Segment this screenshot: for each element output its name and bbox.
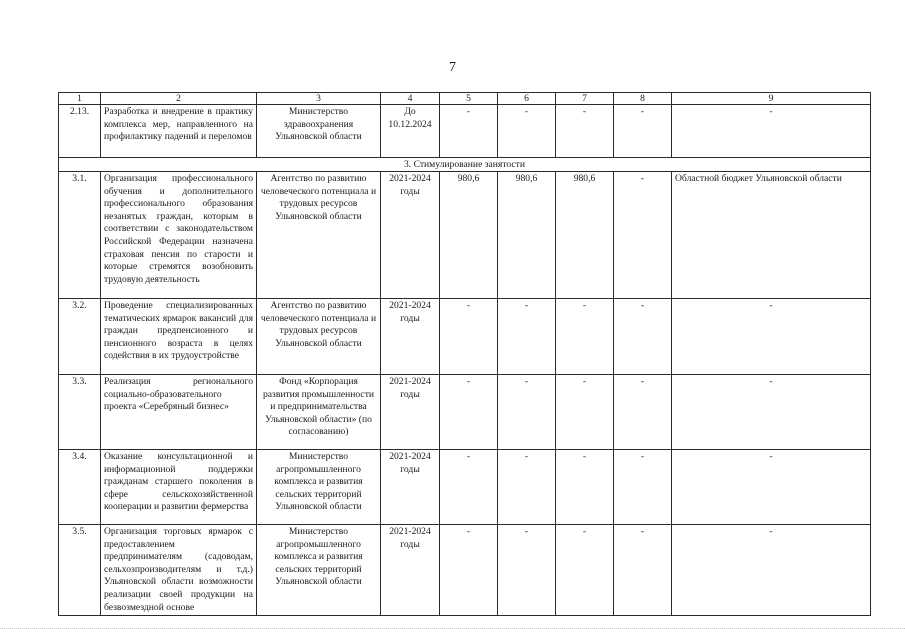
value-col-5: -	[440, 375, 498, 450]
value-col-7: -	[556, 375, 614, 450]
row-number: 2.13.	[59, 105, 101, 158]
value-col-8: -	[614, 525, 672, 616]
row-number: 3.1.	[59, 172, 101, 299]
term: 2021-2024 годы	[381, 450, 440, 525]
value-col-6: -	[498, 525, 556, 616]
header-cell-5: 5	[440, 93, 498, 105]
table-row	[59, 172, 871, 299]
activity-name: Оказание консультационной и информационной поддержки гражданам старшего поколения в сфере сельскохозяйственной кооперации и развитии фермерства	[101, 450, 257, 525]
table-row	[59, 525, 871, 616]
value-col-6: -	[498, 299, 556, 375]
value-col-8: -	[614, 375, 672, 450]
table-row	[59, 105, 871, 158]
executor: Министерство агропромышленного комплекса и развития сельских территорий Ульяновской области	[257, 525, 381, 616]
header-cell-8: 8	[614, 93, 672, 105]
executor: Министерство агропромышленного комплекса и развития сельских территорий Ульяновской области	[257, 450, 381, 525]
term: До 10.12.2024	[381, 105, 440, 158]
value-col-7: -	[556, 299, 614, 375]
value-col-7: -	[556, 525, 614, 616]
value-col-6: -	[498, 375, 556, 450]
funding-source: -	[672, 105, 871, 158]
value-col-5: -	[440, 525, 498, 616]
executor: Министерство здравоохранения Ульяновской области	[257, 105, 381, 158]
value-col-5: -	[440, 299, 498, 375]
header-cell-9: 9	[672, 93, 871, 105]
value-col-5: 980,6	[440, 172, 498, 299]
term: 2021-2024 годы	[381, 299, 440, 375]
activity-name: Разработка и внедрение в практику комплекса мер, направленного на профилактику падений и переломов	[101, 105, 257, 158]
header-cell-3: 3	[257, 93, 381, 105]
row-number: 3.4.	[59, 450, 101, 525]
funding-source: -	[672, 299, 871, 375]
table-row	[59, 450, 871, 525]
value-col-6: -	[498, 105, 556, 158]
term: 2021-2024 годы	[381, 172, 440, 299]
value-col-8: -	[614, 105, 672, 158]
activities-table	[58, 92, 871, 616]
row-number: 3.5.	[59, 525, 101, 616]
scan-edge-line	[0, 628, 905, 630]
executor: Фонд «Корпорация развития промышленности и предпринимательства Ульяновской области» (по согласованию)	[257, 375, 381, 450]
funding-source: Областной бюджет Ульяновской области	[672, 172, 871, 299]
table-row	[59, 375, 871, 450]
activity-name: Организация профессионального обучения и дополнительного профессионального образования незанятых граждан, которым в соответствии с законодательством Российской Федерации назначена страховая пенсия по старости и которые стремятся возобновить трудовую деятельность	[101, 172, 257, 299]
funding-source: -	[672, 525, 871, 616]
value-col-6: -	[498, 450, 556, 525]
section-title: 3. Стимулирование занятости	[59, 158, 871, 172]
value-col-5: -	[440, 105, 498, 158]
value-col-8: -	[614, 172, 672, 299]
activity-name: Реализация регионального социально-образовательного проекта «Серебряный бизнес»	[101, 375, 257, 450]
executor: Агентство по развитию человеческого потенциала и трудовых ресурсов Ульяновской области	[257, 172, 381, 299]
header-cell-4: 4	[381, 93, 440, 105]
value-col-8: -	[614, 299, 672, 375]
funding-source: -	[672, 450, 871, 525]
row-number: 3.3.	[59, 375, 101, 450]
activity-name: Проведение специализированных тематических ярмарок вакансий для граждан предпенсионного и пенсионного возраста в целях содействия в их трудоустройстве	[101, 299, 257, 375]
header-cell-2: 2	[101, 93, 257, 105]
term: 2021-2024 годы	[381, 375, 440, 450]
value-col-6: 980,6	[498, 172, 556, 299]
section-row	[59, 158, 871, 172]
value-col-5: -	[440, 450, 498, 525]
term: 2021-2024 годы	[381, 525, 440, 616]
activity-name: Организация торговых ярмарок с предоставлением предпринимателям (садоводам, сельхозпроизводителям и т.д.) Ульяновской области возможности реализации своей продукции на безвозмездной основе	[101, 525, 257, 616]
funding-source: -	[672, 375, 871, 450]
table-row	[59, 299, 871, 375]
page-number: 7	[449, 60, 456, 75]
header-row	[59, 93, 871, 105]
row-number: 3.2.	[59, 299, 101, 375]
value-col-7: 980,6	[556, 172, 614, 299]
header-cell-7: 7	[556, 93, 614, 105]
header-cell-1: 1	[59, 93, 101, 105]
executor: Агентство по развитию человеческого потенциала и трудовых ресурсов Ульяновской области	[257, 299, 381, 375]
value-col-7: -	[556, 450, 614, 525]
value-col-8: -	[614, 450, 672, 525]
header-cell-6: 6	[498, 93, 556, 105]
value-col-7: -	[556, 105, 614, 158]
